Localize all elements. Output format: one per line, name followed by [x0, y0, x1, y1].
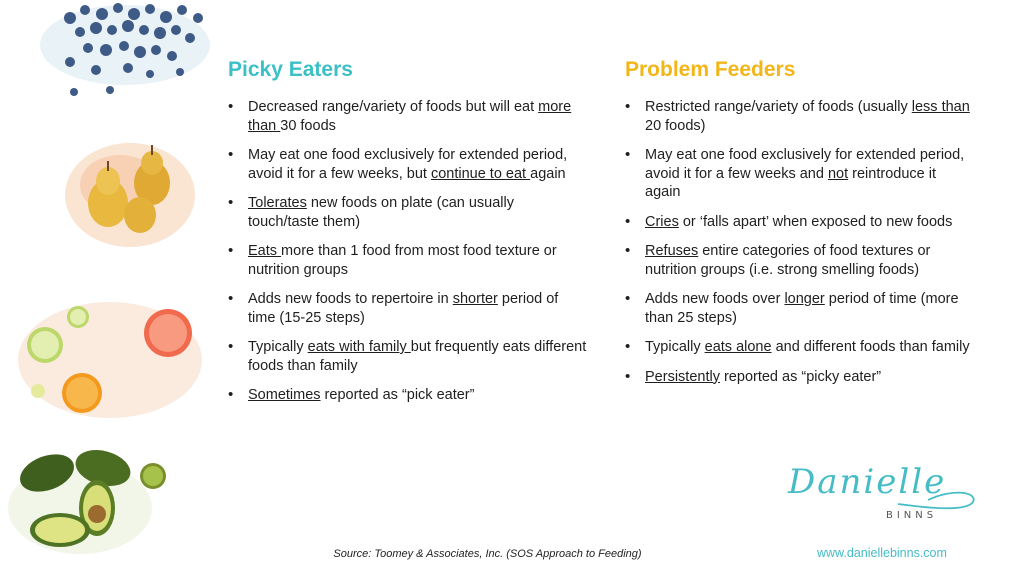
underlined-text: less than [911, 99, 970, 115]
pears-illustration [60, 125, 200, 255]
underlined-text: eats with family [307, 339, 411, 355]
bullet-text: reintroduce it again [645, 165, 936, 200]
bullet-item [625, 290, 970, 327]
picky-eaters-title: Picky Eaters [228, 58, 353, 81]
underlined-text: not [827, 165, 849, 182]
bullet-item [228, 242, 588, 279]
bullet-item [228, 386, 588, 405]
source-citation: Source: Toomey & Associates, Inc. (SOS Approach to Feeding) [333, 548, 642, 560]
bullet-item [228, 146, 588, 183]
underlined-text: Persistently [645, 368, 720, 385]
underlined-text: Eats [248, 243, 282, 259]
bullet-item [228, 290, 588, 327]
bullet-item [625, 242, 970, 279]
website-link[interactable]: www.daniellebinns.com [817, 546, 947, 560]
bullet-text: May eat one food exclusively for extended period, avoid it for a few weeks, but [248, 147, 568, 182]
bullet-item [625, 146, 970, 202]
bullet-item [625, 213, 970, 232]
bullet-item [625, 368, 970, 387]
bullet-text: Decreased range/variety of foods but will eat [248, 99, 539, 115]
bullet-text: entire categories of food textures or nutrition groups (i.e. strong smelling foods) [645, 243, 931, 278]
blueberries-illustration [30, 0, 230, 105]
bullet-text: May eat one food exclusively for extended period, avoid it for a few weeks and [645, 147, 965, 182]
underlined-text: Sometimes [248, 387, 321, 403]
bullet-text: Typically [248, 339, 308, 355]
bullet-text: Restricted range/variety of foods (usually [645, 99, 912, 115]
problem-feeders-column [625, 56, 970, 397]
avocado-illustration [5, 438, 170, 558]
danielle-binns-logo [778, 458, 988, 528]
bullet-text: new foods on plate (can usually touch/taste them) [248, 195, 514, 230]
underlined-text: shorter [452, 291, 498, 307]
underlined-text: longer [784, 291, 825, 307]
underlined-text: eats alone [704, 339, 772, 355]
underlined-text: Tolerates [248, 195, 307, 211]
bullet-text: reported as “picky eater” [719, 368, 882, 385]
bullet-item [625, 338, 970, 357]
bullet-text: period of time (more than 25 steps) [645, 291, 959, 326]
bullet-item [228, 194, 588, 231]
underlined-text: Cries [645, 213, 679, 230]
bullet-text: again [530, 165, 566, 182]
bullet-text: Adds new foods to repertoire in [248, 291, 453, 307]
underlined-text: Refuses [645, 243, 699, 259]
citrus-illustration [10, 295, 205, 425]
logo-script-text: Danielle [788, 462, 947, 502]
bullet-text: 30 foods [280, 117, 336, 134]
picky-eaters-list [228, 98, 588, 405]
logo-subtext: BINNS [886, 510, 938, 521]
bullet-text: and different foods than family [771, 339, 970, 355]
bullet-text: Adds new foods over [645, 291, 785, 307]
bullet-text: more than 1 food from most food texture or nutrition groups [248, 243, 557, 278]
bullet-item [625, 98, 970, 135]
underlined-text: more than [248, 99, 572, 134]
underlined-text: continue to eat [430, 165, 531, 182]
bullet-item [228, 98, 588, 135]
bullet-text: 20 foods) [645, 117, 706, 134]
bullet-text: or ‘falls apart’ when exposed to new foods [678, 213, 953, 230]
picky-eaters-column [228, 56, 588, 416]
problem-feeders-list [625, 98, 970, 386]
bullet-item [228, 338, 588, 375]
bullet-text: Typically [645, 339, 705, 355]
bullet-text: but frequently eats different foods than family [248, 339, 587, 374]
problem-feeders-title: Problem Feeders [625, 58, 796, 81]
bullet-text: reported as “pick eater” [320, 387, 475, 403]
bullet-text: period of time (15-25 steps) [248, 291, 559, 326]
